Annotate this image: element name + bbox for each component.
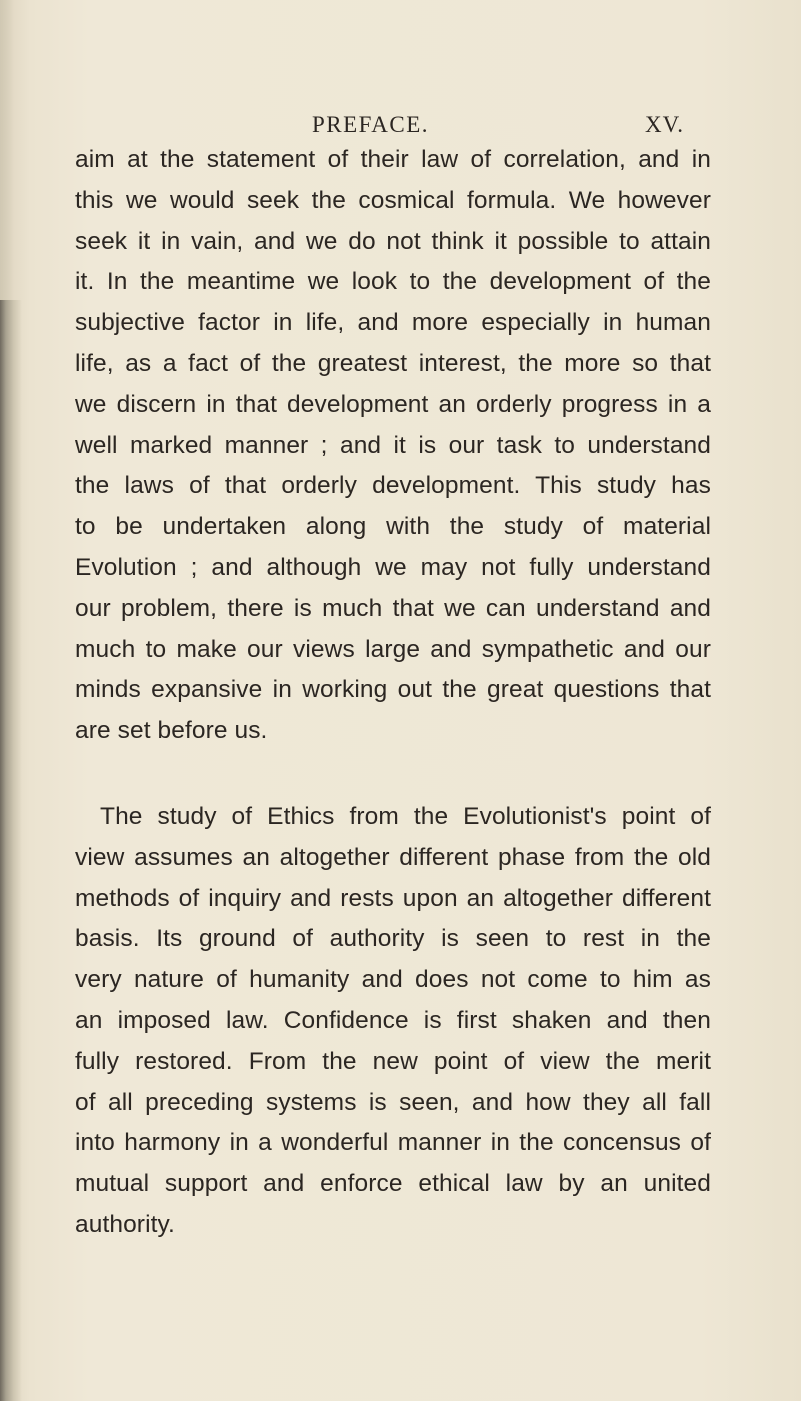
text-line: of all preceding systems is seen, and how they all fall: [75, 1088, 711, 1116]
paragraph-1: [75, 140, 711, 752]
text-line: are set before us.: [75, 717, 268, 745]
text-line: into harmony in a wonderful manner in the concensus of: [75, 1129, 711, 1157]
page-number: XV.: [645, 112, 685, 137]
text-line: methods of inquiry and rests upon an altogether different: [75, 884, 711, 912]
text-line: basis. Its ground of authority is seen to rest in the: [75, 925, 711, 953]
binding-edge-shadow: [0, 300, 22, 1401]
running-head: [0, 112, 801, 142]
text-line: much to make our views large and sympathetic and our: [75, 635, 711, 663]
paragraph-gap: [75, 752, 711, 797]
body-text: [75, 140, 711, 1246]
text-line: we discern in that development an orderly progress in a: [75, 390, 711, 418]
text-line: life, as a fact of the greatest interest, the more so that: [75, 349, 711, 377]
text-line: seek it in vain, and we do not think it possible to attain: [75, 227, 711, 255]
text-line: subjective factor in life, and more especially in human: [75, 309, 711, 337]
text-line: aim at the statement of their law of correlation, and in: [75, 146, 711, 173]
text-line: The study of Ethics from the Evolutionist's point of: [100, 802, 711, 830]
text-line: Evolution ; and although we may not fully understand: [75, 553, 711, 581]
text-line: minds expansive in working out the great questions that: [75, 676, 711, 704]
text-line: authority.: [75, 1210, 175, 1238]
binding-edge-shadow-upper: [0, 0, 14, 300]
text-line: well marked manner ; and it is our task to understand: [75, 431, 711, 459]
running-head-title: PREFACE.: [312, 112, 430, 137]
text-line: view assumes an altogether different phase from the old: [75, 843, 711, 871]
text-line: mutual support and enforce ethical law by an united: [75, 1170, 711, 1198]
paragraph-2: [75, 797, 711, 1246]
text-line: this we would seek the cosmical formula. We however: [75, 186, 711, 214]
text-line: our problem, there is much that we can understand and: [75, 594, 711, 622]
text-line: fully restored. From the new point of view the merit: [75, 1047, 711, 1075]
text-line: very nature of humanity and does not come to him as: [75, 966, 711, 994]
text-line: an imposed law. Confidence is first shaken and then: [75, 1006, 711, 1034]
text-line: to be undertaken along with the study of material: [75, 513, 711, 541]
text-line: the laws of that orderly development. This study has: [75, 472, 711, 500]
text-line: it. In the meantime we look to the development of the: [75, 268, 711, 296]
